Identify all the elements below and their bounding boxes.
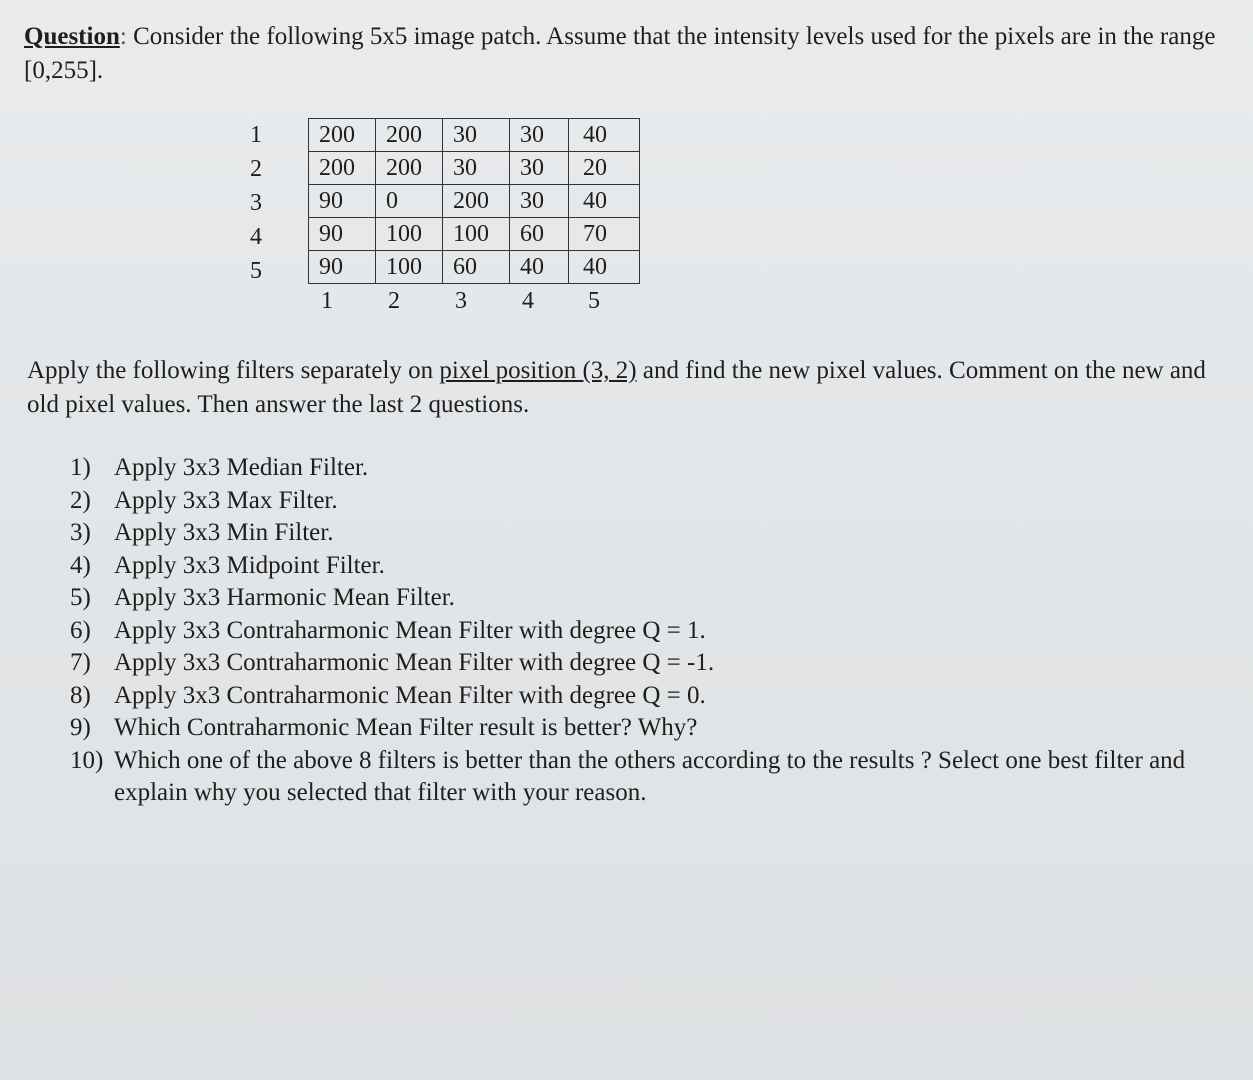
matrix-cell: 30 — [510, 119, 569, 152]
matrix-row — [309, 119, 640, 152]
image-patch-matrix — [308, 118, 640, 284]
task-number: 2) — [70, 486, 91, 514]
matrix-cell: 60 — [510, 218, 569, 251]
question-intro — [24, 20, 1234, 88]
matrix-cell: 70 — [569, 218, 640, 251]
row-label: 1 — [250, 122, 262, 148]
task-text: Apply 3x3 Median Filter. — [114, 454, 369, 481]
matrix-cell: 40 — [569, 251, 640, 284]
matrix-cell: 30 — [510, 152, 569, 185]
pixel-position: pixel position (3, 2) — [439, 357, 637, 384]
task-number: 6) — [70, 616, 91, 644]
task-text: Apply 3x3 Max Filter. — [114, 486, 338, 514]
task-text: Apply 3x3 Contraharmonic Mean Filter with degree Q = 0. — [114, 681, 706, 709]
task-text: Apply 3x3 Midpoint Filter. — [114, 551, 385, 579]
matrix-row — [309, 218, 640, 251]
task-number: 4) — [70, 551, 91, 579]
matrix-row-labels — [250, 118, 262, 288]
matrix-cell: 90 — [309, 251, 376, 284]
task-number: 7) — [70, 649, 91, 676]
list-item — [70, 485, 1245, 518]
matrix-cell: 90 — [309, 218, 376, 251]
list-item — [70, 745, 1245, 810]
task-text: Which one of the above 8 filters is better than the others according to the results ? Select one best filter and explain why you selected that filter with your reason. — [114, 746, 1186, 806]
matrix-cell: 40 — [569, 185, 640, 218]
matrix-cell: 30 — [510, 185, 569, 218]
matrix-row — [309, 152, 640, 185]
matrix-cell: 60 — [443, 251, 510, 284]
question-text: Consider the following 5x5 image patch. Assume that the intensity levels used for the pixels are in the range [0,255]. — [24, 23, 1216, 84]
task-number: 9) — [70, 714, 91, 741]
instructions-part1: Apply the following filters separately on — [27, 357, 434, 384]
col-label: 3 — [455, 288, 467, 314]
matrix-cell: 90 — [309, 185, 376, 218]
matrix-cell: 100 — [443, 218, 510, 251]
task-list — [70, 452, 1245, 810]
list-item — [70, 550, 1245, 583]
task-text: Apply 3x3 Contraharmonic Mean Filter with degree Q = 1. — [114, 616, 706, 644]
matrix-row — [309, 251, 640, 284]
task-text: Apply 3x3 Contraharmonic Mean Filter with degree Q = -1. — [114, 649, 715, 676]
col-label: 1 — [321, 288, 333, 314]
instructions-paragraph — [27, 354, 1242, 422]
instructions-part2: and find the new pixel values. Comment on the new and old pixel values. Then answer the last 2 questions. — [27, 357, 1206, 418]
col-label: 2 — [388, 288, 400, 314]
question-label: Question — [24, 23, 120, 50]
task-number: 10) — [70, 746, 104, 774]
matrix-cell: 40 — [569, 119, 640, 152]
list-item — [70, 582, 1245, 615]
row-label: 4 — [250, 224, 262, 250]
question-separator: : — [119, 23, 127, 50]
list-item — [70, 712, 1245, 745]
matrix-cell: 200 — [376, 119, 443, 152]
matrix-cell: 30 — [443, 119, 510, 152]
matrix-cell: 200 — [309, 152, 376, 185]
row-label: 2 — [250, 156, 262, 182]
matrix-cell: 100 — [376, 218, 443, 251]
col-label: 4 — [522, 288, 534, 314]
row-label: 3 — [250, 190, 262, 216]
list-item — [70, 680, 1245, 713]
list-item — [70, 647, 1245, 680]
matrix-cell: 30 — [443, 152, 510, 185]
matrix-cell: 200 — [309, 119, 376, 152]
matrix-cell: 0 — [376, 185, 443, 218]
col-label: 5 — [588, 288, 600, 314]
matrix-cell: 100 — [376, 251, 443, 284]
task-number: 8) — [70, 681, 91, 709]
row-label: 5 — [250, 258, 262, 284]
task-number: 1) — [70, 454, 91, 481]
task-text: Apply 3x3 Min Filter. — [114, 519, 334, 546]
matrix-row — [309, 185, 640, 218]
list-item — [70, 452, 1245, 485]
matrix-cell: 20 — [569, 152, 640, 185]
list-item — [70, 615, 1245, 648]
matrix-cell: 200 — [443, 185, 510, 218]
task-number: 5) — [70, 584, 91, 611]
list-item — [70, 517, 1245, 550]
matrix-cell: 200 — [376, 152, 443, 185]
task-text: Which Contraharmonic Mean Filter result is better? Why? — [114, 714, 698, 741]
matrix-cell: 40 — [510, 251, 569, 284]
task-text: Apply 3x3 Harmonic Mean Filter. — [114, 584, 455, 611]
task-number: 3) — [70, 519, 91, 546]
